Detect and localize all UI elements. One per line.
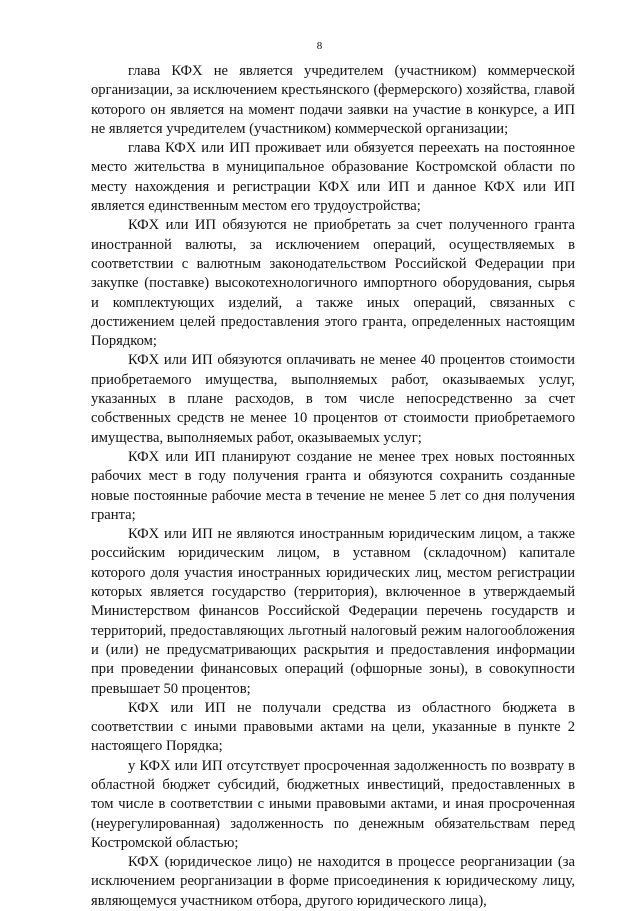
paragraph-foreign-currency: КФХ или ИП обязуются не приобретать за счет полученного гранта иностранной валюты, за исключением операций, осуществляемых в соответствии с валютным законодательством Российской Федерации при закупке (поставке) высокотехнологичного импортного оборудования, сырья и комплектующих изделий, а также иных операций, связанных с достижением целей предоставления этого гранта, определенных настоящим Порядком; [91,217,575,350]
paragraph-no-reorganization: КФХ (юридическое лицо) не находится в процессе реорганизации (за исключением реорганизации в форме присоединения к юридическому лицу, являющемуся участником отбора, другого юридического лица), [91,854,575,909]
paragraph-residence: глава КФХ или ИП проживает или обязуется переехать на постоянное место жительства в муниципальное образование Костромской области по месту нахождения и регистрации КФХ или ИП и данное КФХ или ИП является единственным местом его трудоустройства; [91,140,575,215]
page-number: 8 [316,40,323,52]
paragraph-new-jobs: КФХ или ИП планируют создание не менее трех новых постоянных рабочих мест в году получения гранта и обязуются сохранить созданные новые постоянные рабочие места в течение не менее 5 лет со дня получения гранта; [91,448,575,523]
paragraph-cofinancing: КФХ или ИП обязуются оплачивать не менее 40 процентов стоимости приобретаемого имущества, выполняемых работ, оказываемых услуг, указанных в плане расходов, в том числе непосредственно за счет собственных средств не менее 10 процентов от стоимости приобретаемого имущества, выполняемых работ, оказываемых услуг; [91,352,575,446]
paragraph-no-other-funds: КФХ или ИП не получали средства из областного бюджета в соответствии с иными правовыми актами на цели, указанные в пункте 2 настоящего Порядка; [91,699,575,755]
paragraph-founder-status: глава КФХ не является учредителем (участником) коммерческой организации, за исключением крестьянского (фермерского) хозяйства, главой которого он является на момент подачи заявки на участие в конкурсе, а ИП не является учредителем (участником) коммерческой организации; [91,63,575,137]
body-text [91,62,575,911]
paragraph-foreign-entity: КФХ или ИП не являются иностранным юридическим лицом, а также российским юридическим лицом, в уставном (складочном) капитале которого доля участия иностранных юридических лиц, местом регистрации которых является государство (территория), включенное в утверждаемый Министерством финансов Российской Федерации перечень государств и территорий, предоставляющих льготный налоговый режим налогообложения и (или) не предусматривающих раскрытия и предоставления информации при проведении финансовых операций (офшорные зоны), в совокупности превышает 50 процентов; [91,526,575,697]
paragraph-no-debt: у КФХ или ИП отсутствует просроченная задолженность по возврату в областной бюджет субсидий, бюджетных инвестиций, предоставленных в том числе в соответствии с иными правовыми актами, и иная просроченная (неурегулированная) задолженность по денежным обязательствам перед Костромской областью; [91,757,575,851]
